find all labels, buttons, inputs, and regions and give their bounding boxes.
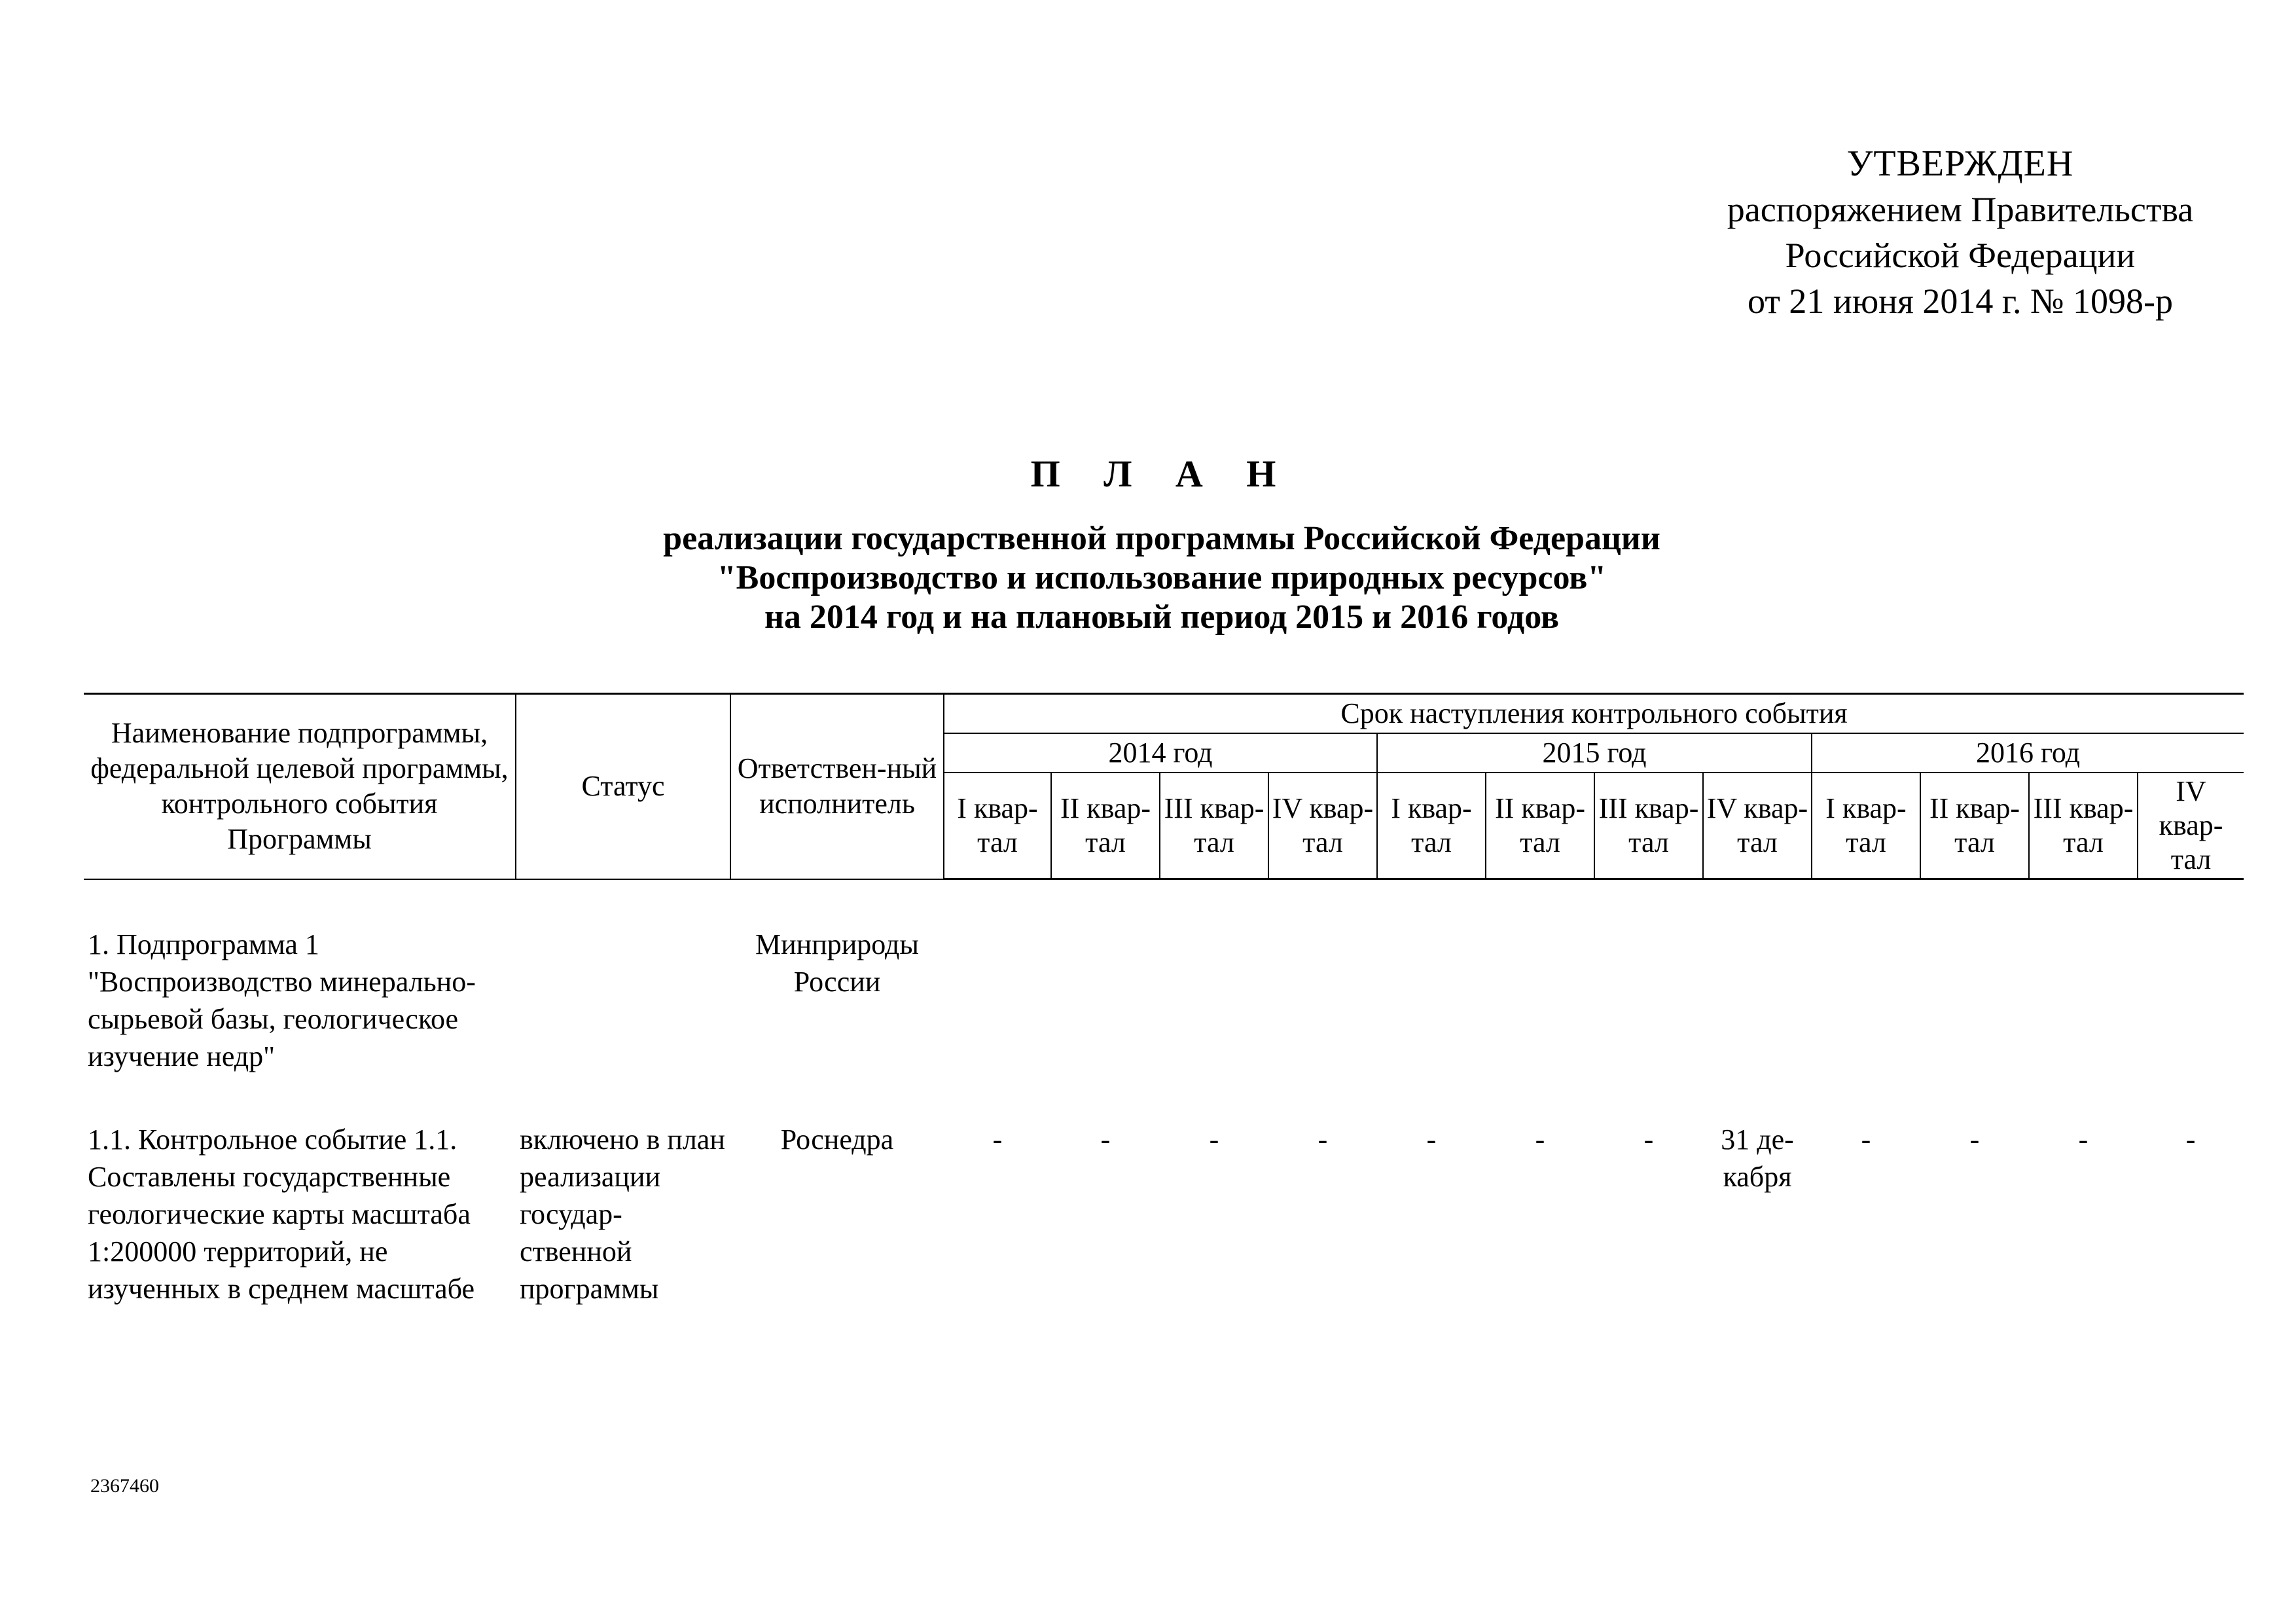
- approval-title: УТВЕРЖДЕН: [1846, 143, 2074, 184]
- document-title: [458, 452, 1865, 637]
- header-quarter: III квар-тал: [1160, 773, 1268, 879]
- header-executor: Ответствен-ный исполнитель: [730, 694, 944, 879]
- row-status: [516, 926, 730, 1121]
- header-quarter: II квар-тал: [1920, 773, 2029, 879]
- row-quarter-cell: -: [1100, 1123, 1111, 1156]
- row-quarter-cell: -: [1209, 1123, 1219, 1156]
- approval-block: [1689, 141, 2232, 324]
- row-quarter-cell: [1051, 926, 1160, 1121]
- row-quarter-cell: [2138, 926, 2244, 1121]
- row-quarter-cell: [1812, 926, 1920, 1121]
- title-line-2: "Воспроизводство и использование природных ресурсов": [717, 559, 1607, 596]
- row-quarter-cell: [944, 926, 1051, 1121]
- header-quarter: IV квар-тал: [1703, 773, 1812, 879]
- header-quarter: II квар-тал: [1051, 773, 1160, 879]
- header-quarter: II квар-тал: [1486, 773, 1594, 879]
- header-year-2015: 2015 год: [1377, 733, 1812, 773]
- row-quarter-cell: -: [1535, 1123, 1545, 1156]
- row-quarter-cell: [1377, 926, 1486, 1121]
- title-line-3: на 2014 год и на плановый период 2015 и 2016 годов: [764, 598, 1560, 636]
- header-quarter: IV квар-тал: [2138, 773, 2244, 879]
- row-quarter-cell: -: [992, 1123, 1003, 1156]
- row-quarter-cell: -: [1318, 1123, 1328, 1156]
- row-quarter-cell: [1486, 926, 1594, 1121]
- row-quarter-cell: 31 де-кабря: [1721, 1123, 1794, 1193]
- row-quarter-cell: -: [1969, 1123, 1980, 1156]
- row-quarter-cell: [1160, 926, 1268, 1121]
- header-quarter: I квар-тал: [944, 773, 1051, 879]
- header-quarter: I квар-тал: [1377, 773, 1486, 879]
- row-name: 1. Подпрограмма 1 "Воспроизводство минерально-сырьевой базы, геологическое изучение недр": [88, 928, 476, 1072]
- row-quarter-cell: -: [2078, 1123, 2089, 1156]
- approval-line-4: от 21 июня 2014 г. № 1098-р: [1748, 282, 2173, 321]
- header-status: Статус: [516, 694, 730, 879]
- header-year-2016: 2016 год: [1812, 733, 2244, 773]
- row-quarter-cell: [1920, 926, 2029, 1121]
- row-quarter-cell: -: [1426, 1123, 1437, 1156]
- approval-line-2: распоряжением Правительства: [1727, 190, 2194, 229]
- header-name: Наименование подпрограммы, федеральной целевой программы, контрольного события Программы: [84, 694, 516, 879]
- table-row: [84, 926, 2244, 1121]
- approval-line-3: Российской Федерации: [1785, 236, 2136, 275]
- plan-heading: П Л А Н: [1030, 452, 1293, 495]
- header-quarter: I квар-тал: [1812, 773, 1920, 879]
- row-quarter-cell: -: [1861, 1123, 1871, 1156]
- row-quarter-cell: -: [2185, 1123, 2196, 1156]
- header-quarter: IV квар-тал: [1268, 773, 1377, 879]
- header-deadline: Срок наступления контрольного события: [944, 694, 2244, 734]
- row-status: включено в план реализации государ-ственной программы: [520, 1123, 725, 1305]
- row-quarter-cell: -: [1643, 1123, 1654, 1156]
- row-quarter-cell: [2029, 926, 2138, 1121]
- plan-table: [84, 693, 2244, 1307]
- header-quarter: III квар-тал: [1594, 773, 1703, 879]
- row-quarter-cell: [1268, 926, 1377, 1121]
- row-executor: Минприроды России: [755, 928, 919, 998]
- header-quarter: III квар-тал: [2029, 773, 2138, 879]
- header-year-2014: 2014 год: [944, 733, 1377, 773]
- table-row: [84, 1121, 2244, 1307]
- row-quarter-cell: [1703, 926, 1812, 1121]
- document-number: 2367460: [90, 1475, 159, 1497]
- row-executor: Роснедра: [780, 1123, 894, 1156]
- row-name: 1.1. Контрольное событие 1.1. Составлены государственные геологические карты масштаба 1:200000 территорий, не изученных в среднем масштабе: [88, 1123, 475, 1305]
- title-line-1: реализации государственной программы Российской Федерации: [663, 520, 1660, 557]
- row-quarter-cell: [1594, 926, 1703, 1121]
